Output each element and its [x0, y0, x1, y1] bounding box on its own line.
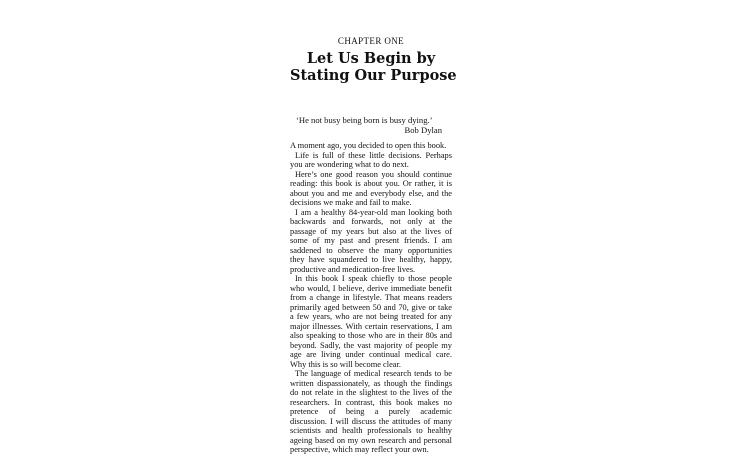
text-line: reading: this book is about you. Or rather, it is	[290, 179, 452, 188]
text-line: perspective, which may reflect your own.	[290, 445, 429, 454]
chapter-title-line: Stating Our Purpose	[290, 67, 457, 84]
text-line: Why this is so will become clear.	[290, 359, 401, 369]
text-line: I am a healthy 84-year-old man looking both	[295, 207, 452, 217]
epigraph-attribution: Bob Dylan	[404, 124, 442, 135]
text-line: Here’s one good reason you should continue	[295, 169, 452, 179]
paragraph	[290, 170, 452, 208]
text-line: about you and me and everybody else, and the	[290, 188, 452, 198]
text-line: decisions we make and fail to make.	[290, 198, 412, 207]
text-line: do not relate in the slightest to the lives of the	[290, 388, 452, 397]
text-line: backwards and forwards, not only at the	[290, 217, 452, 226]
text-line: A moment ago, you decided to open this book.	[290, 141, 447, 150]
paragraph	[290, 208, 452, 275]
text-line: The language of medical research tends to be	[295, 369, 452, 378]
text-line: some of my past and present friends. I am	[290, 236, 452, 245]
text-line: from a change in lifestyle. That means readers	[290, 293, 452, 302]
paragraph	[290, 274, 452, 369]
book-page	[290, 36, 457, 454]
text-line: ageing based on my own research and personal	[290, 435, 452, 445]
text-line: major illnesses. With certain reservations, I am	[290, 321, 452, 331]
text-line: saddened to observe the many opportunities	[290, 245, 452, 255]
text-line: age are living under continual medical care.	[290, 350, 452, 359]
text-line: productive and medication-free lives.	[290, 264, 416, 274]
text-line: a few years, who are not being treated for any	[290, 312, 452, 321]
epigraph	[296, 116, 446, 135]
paragraph	[290, 151, 452, 170]
body-text	[290, 141, 452, 455]
epigraph-quote: ‘He not busy being born is busy dying.’	[296, 115, 433, 125]
paragraph	[290, 141, 452, 151]
text-line: primarily aged between 50 and 70, give or take	[290, 302, 452, 312]
text-line: pretence of being a purely academic	[290, 407, 452, 416]
text-line: Life is full of these little decisions. Perhaps	[295, 150, 452, 160]
text-line: also speaking to those who are in their 80s and	[290, 331, 452, 340]
text-line: In this book I speak chiefly to those people	[295, 274, 452, 283]
text-line: who would, I believe, derive immediate benefit	[290, 283, 452, 293]
paragraph	[290, 369, 452, 455]
text-line: written dispassionately, as though the findings	[290, 378, 452, 388]
text-line: beyond. Sadly, the vast majority of people my	[290, 340, 452, 350]
text-line: scientists and health professionals to healthy	[290, 426, 452, 435]
chapter-label: CHAPTER ONE	[337, 36, 405, 46]
chapter-title-line: Let Us Begin by	[306, 50, 436, 67]
text-line: researchers. In contrast, this book makes no	[290, 397, 452, 407]
text-line: discussion. I will discuss the attitudes of many	[290, 416, 452, 426]
chapter-title	[290, 50, 457, 84]
text-line: you are wondering what to do next.	[290, 160, 409, 169]
text-line: passage of my years but also at the lives of	[290, 226, 452, 236]
text-line: they have squandered to live healthy, happy,	[290, 255, 452, 264]
